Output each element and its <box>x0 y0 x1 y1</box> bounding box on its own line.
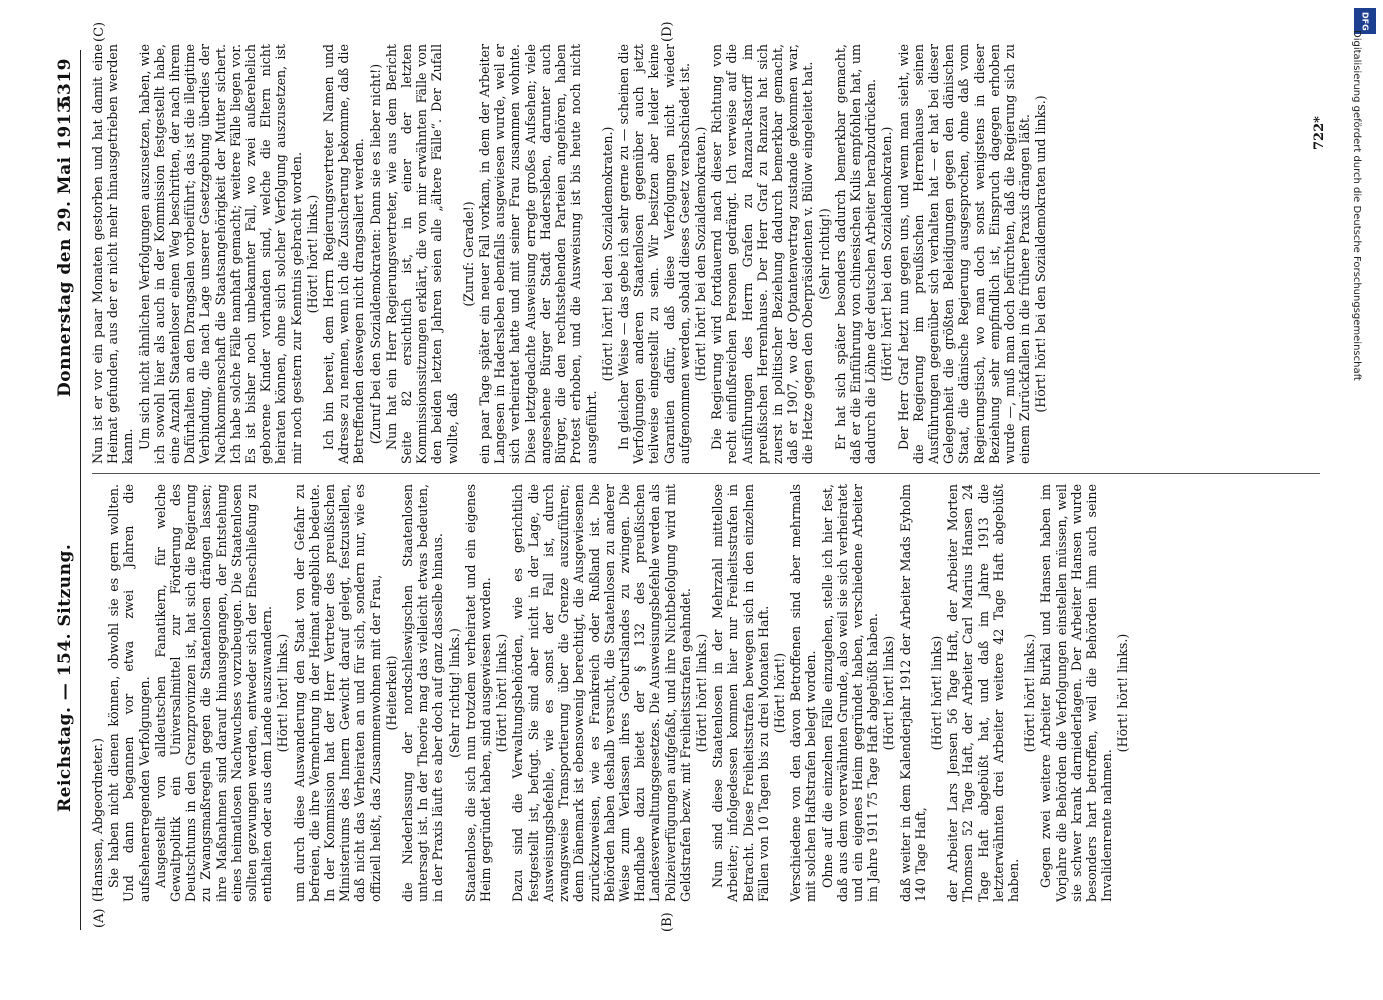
paragraph: Dazu sind die Verwaltungsbehörden, wie es gerichtlich festgestellt ist, befugt. Sie sind aber nicht in der Lage, die Ausweisungsbefehle, wie es sonst der Fall ist, durch zwangsweise Transportierung über die Grenze auszuführen; denn Dänemark ist ebensowenig berechtigt, die Ausgewiesenen zurückzuweisen, wie es Frankreich oder Rußland ist. Die Behörden haben deshalb versucht, die Staatenlosen zu anderer Weise zum Verlassen ihres Geburtslandes zu zwingen. Die Handhabe dazu bietet der § 132 des preußischen Landesverwaltungsgesetzes. Die Ausweisungsbefehle werden als Polizeiverfügungen aufgefaßt, und ihre Nichtbefolgung wird mit Geldstrafen bezw. mit Freiheitsstrafen geahndet. <box>510 484 693 902</box>
paragraph: Verschiedene von den davon Betroffenen sind aber mehrmals mit solchen Haftstrafen belegt worden. <box>788 484 819 902</box>
interjection: (Sehr richtig! links.) <box>446 628 462 758</box>
paragraph: Sie haben nicht dienen können, obwohl sie es gern wollten. Und dann begannen vor etwa zwei Jahren die aufsehenerregenden Verfolgungen. <box>106 484 152 902</box>
signature-mark: 722* <box>1312 116 1327 150</box>
paragraph: Ich bin bereit, dem Herrn Regierungsvertreter Namen und Adresse zu nennen, wenn ich die Zusicherung bekomme, daß die Betreffenden deswegen nicht drangsaliert werden. <box>321 44 367 464</box>
interjection: (Hört! hört! bei den Sozialdemokraten.) <box>879 126 895 382</box>
interjection: (Hört! hört! links) <box>881 635 897 751</box>
margin-marker-d: (D) <box>660 21 675 42</box>
paragraph: der Arbeiter Lars Jensen 56 Tage Haft, der Arbeiter Morten Thomsen 52 Tage Haft, der Arbeiter Carl Marius Hansen 24 Tage Haft abgebüßt hat, und daß im Jahre 1913 die letzterwähnten drei Arbeiter weitere 42 Tage Haft abgebüßt haben. <box>945 484 1021 902</box>
interjection: (Hört! hört! links.) <box>494 633 510 753</box>
paragraph: Nun ist er vor ein paar Monaten gestorben und hat damit eine Heimat gefunden, aus der er nicht mehr hinausgetrieben werden kann. <box>90 44 136 464</box>
document-page <box>0 10 1340 990</box>
interjection: (Heiterkeit) <box>383 655 399 731</box>
interjection: (Hört! hört! links.) <box>275 633 291 753</box>
interjection: (Hört! hört!) <box>771 652 787 734</box>
paragraph: (Hanssen, Abgeordneter.) <box>90 738 105 902</box>
interjection: (Hört! hört! links.) <box>1022 633 1038 753</box>
paragraph: Die Regierung wird fortdauernd nach dieser Richtung von recht einflußreichen Personen gedrängt. Ich verweise auf die Ausführungen des Herrn Grafen zu Ranzau-Rastorff im preußischen Herrenhause. Der Herr Graf zu Ranzau hat sich zuerst in politischer Beziehung dadurch bemerkbar gemacht, daß er 1907, wo der Optantenvertrag zustande gekommen war, die Hetze gegen den Oberpräsidenten v. Bülow eingeleitet hat. <box>709 44 816 464</box>
paragraph: Nun hat ein Herr Regierungsvertreter, wie aus dem Bericht Seite 82 ersichtlich ist, in einer der letzten Kommissionssitzungen erklärt, die von mir erwähnten Fälle von den beiden letzten Jahren seien alle „ältere Fälle“. Der Zufall wollte, daß <box>383 44 460 464</box>
paragraph: um durch diese Auswanderung den Staat von der Gefahr zu befreien, die ihre Vermehrung in der Heimat angeblich bedeute. In der Kommission hat der Herr Vertreter des preußischen Ministeriums des Innern Gewicht darauf gelegt, festzustellen, daß nicht das Verheiraten an und für sich, sondern nur, wie es offiziell heißt, das Zusammenwohnen mit der Frau, <box>291 484 383 902</box>
text-column-left <box>90 484 1330 902</box>
paragraph: In gleicher Weise — das gebe ich sehr gerne zu — scheinen die Verfolgungen anderen Staatenlosen gegenüber auch jetzt teilweise eingestellt zu sein. Wir besitzen aber leider keine Garantien dafür, daß diese Verfolgungen nicht wieder aufgenommen werden, sobald dieses Gesetz verabschiedet ist. <box>615 44 692 464</box>
interjection: (Hört! hört! links.) <box>693 633 709 753</box>
paragraph: Der Herr Graf hetzt nun gegen uns, und wenn man sieht, wie die Regierung im preußischen Herrenhause seinen Ausführungen gegenüber sich verhalten hat — er hat bei dieser Gelegenheit die größten Beleidigungen gegen den dänischen Staat, die dänische Regierung ausgesprochen, ohne daß vom Regierungstisch, wo man doch sonst wenigstens in dieser Beziehung sehr empfindlich ist, Einspruch dagegen erhoben wurde —, muß man doch befürchten, daß die Regierung sich zu einem Zurückfallen in die frühere Praxis drängen läßt. <box>895 44 1033 464</box>
margin-marker-a: (A) <box>92 908 107 928</box>
paragraph: ein paar Tage später ein neuer Fall vorkam, in dem der Arbeiter Langesen in Hadersleben ebenfalls ausgewiesen wurde, weil er sich verheiratet hatte und mit seiner Frau zusammen wohnte. Diese letztgedachte Ausweisung erregte großes Aufsehen; viele angesehene Bürger der Stadt Hadersleben, darunter auch Bürger, die den rechtsstehenden Parteien angehören, haben Protest erhoben, und die Ausweisung ist bis heute noch nicht ausgeführt. <box>477 44 599 464</box>
margin-marker-c: (C) <box>92 21 107 42</box>
text-column-right <box>90 44 1330 464</box>
paragraph: Ausgestellt von alldeutschen Fanatikern, für welche Gewaltpolitik ein Universalmittel zur Förderung des Deutschtums in den Grenzprovinzen ist, hat sich die Regierung zu Zwangsmaßregeln gegen die Staatenlosen drängen lassen; ihre Maßnahmen sind darauf hinausgegangen, der Entstehung eines heimatlosen Nachwuchses vorzubeugen. Die Staatenlosen sollten gezwungen werden, entweder sich der Eheschließung zu enthalten oder aus dem Lande auszuwandern. <box>152 484 275 902</box>
paragraph: Staatenlose, die sich nun trotzdem verheiratet und ein eigenes Heim gegründet haben, sind ausgewiesen worden. <box>462 484 494 902</box>
interjection: (Zuruf: Gerade!) <box>460 201 476 307</box>
paragraph: Er hat sich später besonders dadurch bemerkbar gemacht, daß er die Einführung von chinesischen Kulis empfohlen hat, um dadurch die Löhne der deutschen Arbeiter herabzudrücken. <box>832 44 879 464</box>
interjection: (Hört! hört! links) <box>928 635 944 751</box>
column-divider <box>92 473 1320 474</box>
paragraph: daß weiter in dem Kalenderjahr 1912 der Arbeiter Mads Eyholm 140 Tage Haft, <box>897 484 928 902</box>
paragraph: Gegen zwei weitere Arbeiter Burkal und Hansen haben im Vorjahre die Behörden die Verfolgungen einstellen müssen, weil sie schwer krank darniederlagen. Der Arbeiter Hansen wurde besonders hart betroffen, weil die Behörden ihm auch seine Invalidenrente nahmen. <box>1038 484 1115 902</box>
interjection: (Hört! hört! links.) <box>1115 633 1131 753</box>
interjection: (Zuruf bei den Sozialdemokraten: Dann sie es lieber nicht!) <box>367 63 383 445</box>
interjection: (Hört! hört! links.) <box>304 194 320 314</box>
header-left: Reichstag. — 154. Sitzung. <box>55 543 75 812</box>
paragraph: die Niederlassung der nordschleswigschen Staatenlosen untersagt ist. In der Theorie mag das vielleicht etwas bedeuten, in der Praxis läuft es aber doch auf ganz dasselbe hinaus. <box>400 484 446 902</box>
interjection: (Sehr richtig!) <box>816 208 832 300</box>
page-number: 5319 <box>55 58 75 108</box>
paragraph: Ohne auf die einzelnen Fälle einzugehen, stelle ich hier fest, daß aus dem vorerwähnten Grunde, also weil sie sich verheiratet und ein eigenes Heim gegründet haben, verschiedene Arbeiter im Jahre 1911 75 Tage Haft abgebüßt haben. <box>819 484 881 902</box>
interjection: (Hört! hört! bei den Sozialdemokraten und links.) <box>1033 95 1049 413</box>
paragraph: Um sich nicht ähnlichen Verfolgungen auszusetzen, haben, wie ich sowohl hier als auch in der Kommission festgestellt habe, eine Anzahl Staatenloser einen Weg beschritten, der nach ihrem Dafürhalten an den Drangsalen vorbeiführt; das ist die illegitime Verbindung, die nach Lage unserer Gesetzgebung überdies der Nachkommenschaft die Staatsangehörigkeit der Mutter sichert. Ich habe solche Fälle namhaft gemacht; weitere Fälle liegen vor. Es ist bisher noch unbekannter Fall, wo zwei außerehelich geborene Kinder vorhanden sind, welche die Eltern nicht heiraten können, ohne sich solcher Verfolgung auszusetzen, ist mir noch gestern zur Kenntnis gebracht worden. <box>136 44 304 464</box>
digitization-credit: Digitalisierung gefördert durch die Deutsche Forschungsgemeinschaft <box>1351 30 1362 381</box>
header-center: Donnerstag den 29. Mai 1913. <box>55 94 75 397</box>
margin-marker-b: (B) <box>660 912 675 932</box>
interjection: (Hört! hört! bei den Sozialdemokraten.) <box>599 126 615 382</box>
running-header <box>55 18 81 982</box>
dfg-logo-icon: DFG <box>1354 8 1376 34</box>
paragraph: Nun sind diese Staatenlosen in der Mehrzahl mittellose Arbeiter; infolgedessen kommen hier nur Freiheitsstrafen in Betracht. Diese Freiheitsstrafen bewegen sich in den einzelnen Fällen von 10 Tagen bis zu drei Monaten Haft. <box>710 484 771 902</box>
interjection: (Hört! hört! bei den Sozialdemokraten.) <box>692 126 708 382</box>
header-rule <box>80 50 81 930</box>
